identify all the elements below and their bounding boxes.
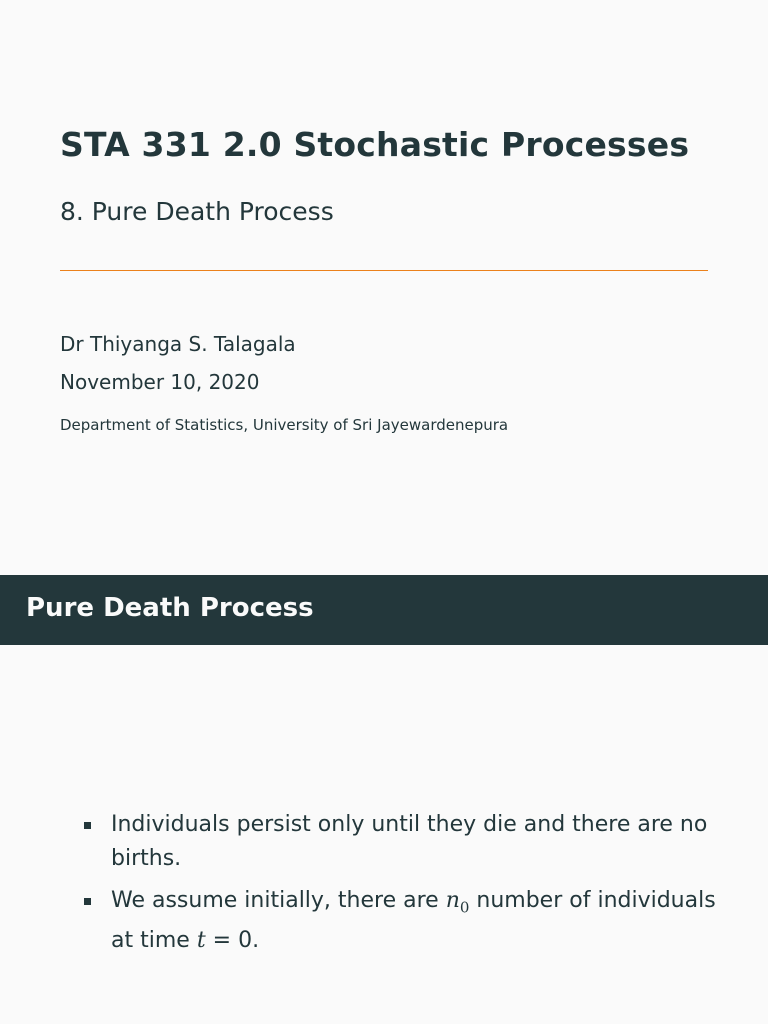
math-variable-n: $n_0$ — [445, 888, 470, 917]
frame-title-bar — [0, 575, 768, 645]
presentation-date: November 10, 2020 — [60, 370, 260, 394]
square-bullet-icon — [84, 898, 91, 905]
bullet-text: We assume initially, there are — [111, 888, 446, 913]
bullet-text: Individuals persist only until they die and there are no births. — [111, 812, 708, 871]
slide-title: STA 331 2.0 Stochastic Processes — [60, 125, 690, 164]
title-divider — [60, 270, 708, 271]
math-variable-t: t — [196, 928, 206, 954]
bullet-text: number of individuals at time — [111, 888, 716, 954]
frame-title: Pure Death Process — [26, 593, 314, 623]
author-name: Dr Thiyanga S. Talagala — [60, 332, 296, 356]
slide-subtitle: 8. Pure Death Process — [60, 197, 334, 226]
math-subscript: 0 — [459, 898, 470, 917]
institute: Department of Statistics, University of Sri Jayewardenepura — [60, 416, 509, 434]
math-equation: = 0 — [205, 928, 253, 954]
bullet-text: . — [252, 928, 260, 954]
bullet-item — [80, 884, 720, 958]
bullet-item — [80, 808, 720, 876]
bullet-list — [80, 808, 720, 966]
square-bullet-icon — [84, 822, 91, 829]
